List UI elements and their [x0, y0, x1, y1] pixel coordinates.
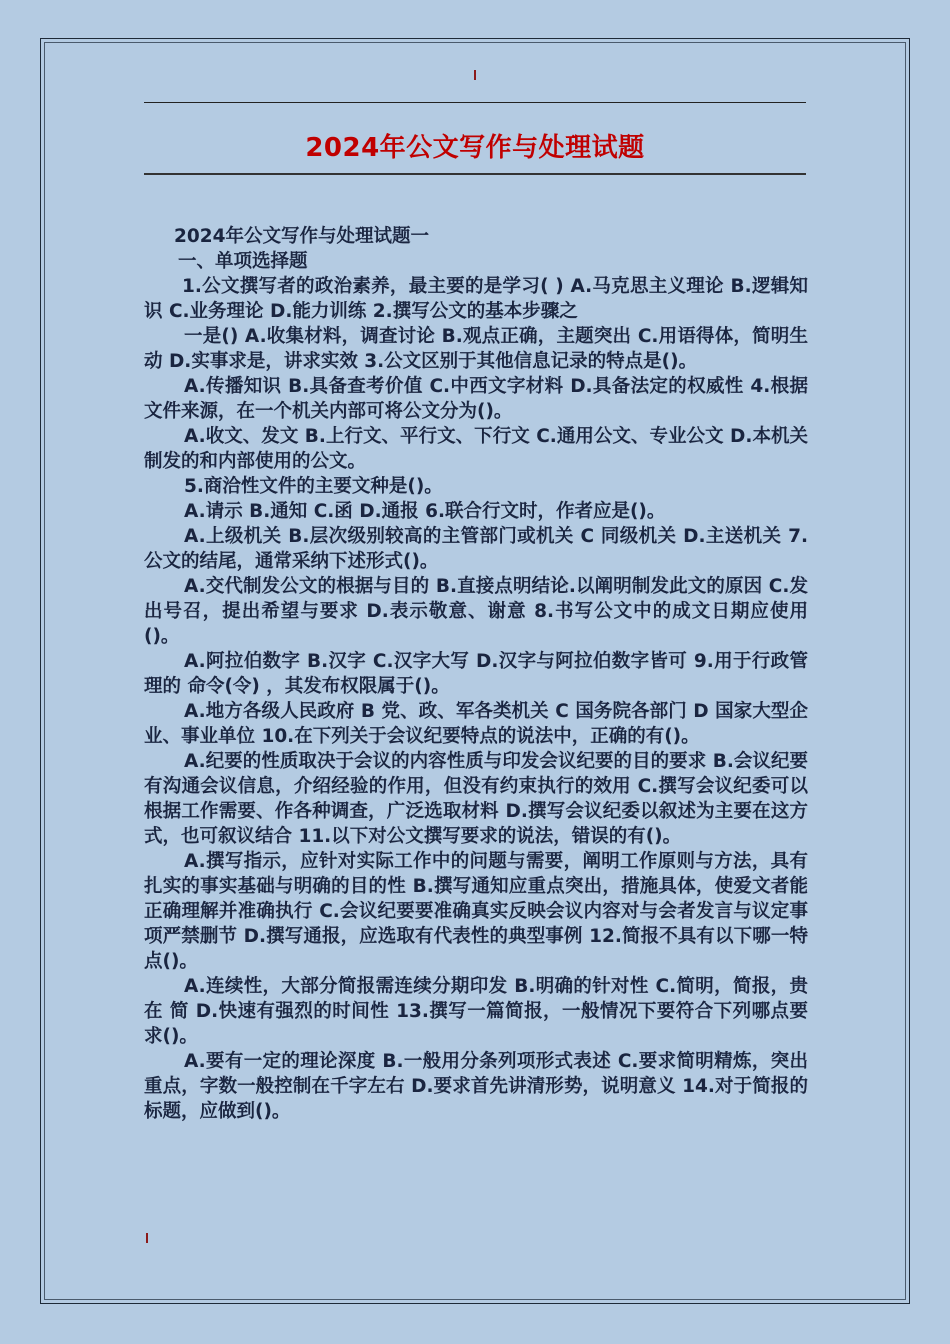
- header-rule: [144, 102, 806, 103]
- question-paragraph: 5.商洽性文件的主要文种是()。: [184, 476, 443, 497]
- question-paragraph: A.请示 B.通知 C.函 D.通报 6.联合行文时，作者应是()。: [184, 501, 666, 522]
- question-paragraph: 一是() A.收集材料，调查讨论 B.观点正确，主题突出 C.用语得体，简明生动 D.实事求是，讲求实效 3.公文区别于其他信息记录的特点是()。: [144, 326, 808, 372]
- question-paragraph: A.地方各级人民政府 B 党、政、军各类机关 C 国务院各部门 D 国家大型企业、事业单位 10.在下列关于会议纪要特点的说法中，正确的有()。: [144, 701, 808, 747]
- question-paragraph: A.撰写指示，应针对实际工作中的问题与需要，阐明工作原则与方法，具有扎实的事实基础与明确的目的性 B.撰写通知应重点突出，措施具体，使爱文者能正确理解并准确执行 C.会议纪要要准确真实反映会议内容对与会者发言与议定事项严禁删节 D.撰写通报，应选取有代表性的典型事例 12.简报不具有以下哪一特点()。: [144, 851, 808, 972]
- document-body: [144, 224, 808, 1124]
- question-paragraph: A.纪要的性质取决于会议的内容性质与印发会议纪要的目的要求 B.会议纪要有沟通会议信息，介绍经验的作用，但没有约束执行的效用 C.撰写会议纪委可以根据工作需要、作各种调查，广泛选取材料 D.撰写会议纪委以叙述为主要在这方式，也可叙议结合 11.以下对公文撰写要求的说法，错误的有()。: [144, 751, 808, 847]
- question-paragraph: A.要有一定的理论深度 B.一般用分条列项形式表述 C.要求简明精炼，突出重点，字数一般控制在千字左右 D.要求首先讲清形势，说明意义 14.对于简报的标题，应做到()。: [144, 1051, 808, 1122]
- question-paragraph: 1.公文撰写者的政治素养，最主要的是学习( ) A.马克思主义理论 B.逻辑知识 C.业务理论 D.能力训练 2.撰写公文的基本步骤之: [144, 276, 808, 322]
- question-paragraph: A.传播知识 B.具备查考价值 C.中西文字材料 D.具备法定的权威性 4.根据文件来源，在一个机关内部可将公文分为()。: [144, 376, 808, 422]
- question-paragraph: A.交代制发公文的根据与目的 B.直接点明结论.以阐明制发此文的原因 C.发出号召，提出希望与要求 D.表示敬意、谢意 8.书写公文中的成文日期应使用()。: [144, 576, 808, 647]
- title-rule: [144, 173, 806, 175]
- footer-mark: [146, 1233, 148, 1243]
- document-title: 2024年公文写作与处理试题: [305, 133, 645, 163]
- section-heading: 一、单项选择题: [178, 251, 308, 272]
- question-paragraph: A.收文、发文 B.上行文、平行文、下行文 C.通用公文、专业公文 D.本机关制发的和内部使用的公文。: [144, 426, 808, 472]
- header-mark: [474, 70, 476, 80]
- document-subtitle: 2024年公文写作与处理试题一: [174, 226, 429, 247]
- question-paragraph: A.连续性，大部分简报需连续分期印发 B.明确的针对性 C.简明，简报，贵在 简 D.快速有强烈的时间性 13.撰写一篇简报，一般情况下要符合下列哪点要求()。: [144, 976, 808, 1047]
- question-paragraph: A.上级机关 B.层次级别较高的主管部门或机关 C 同级机关 D.主送机关 7.公文的结尾，通常采纳下述形式()。: [144, 526, 808, 572]
- question-paragraph: A.阿拉伯数字 B.汉字 C.汉字大写 D.汉字与阿拉伯数字皆可 9.用于行政管理的 命令(令) ，其发布权限属于()。: [144, 651, 808, 697]
- question-list: [144, 274, 808, 1124]
